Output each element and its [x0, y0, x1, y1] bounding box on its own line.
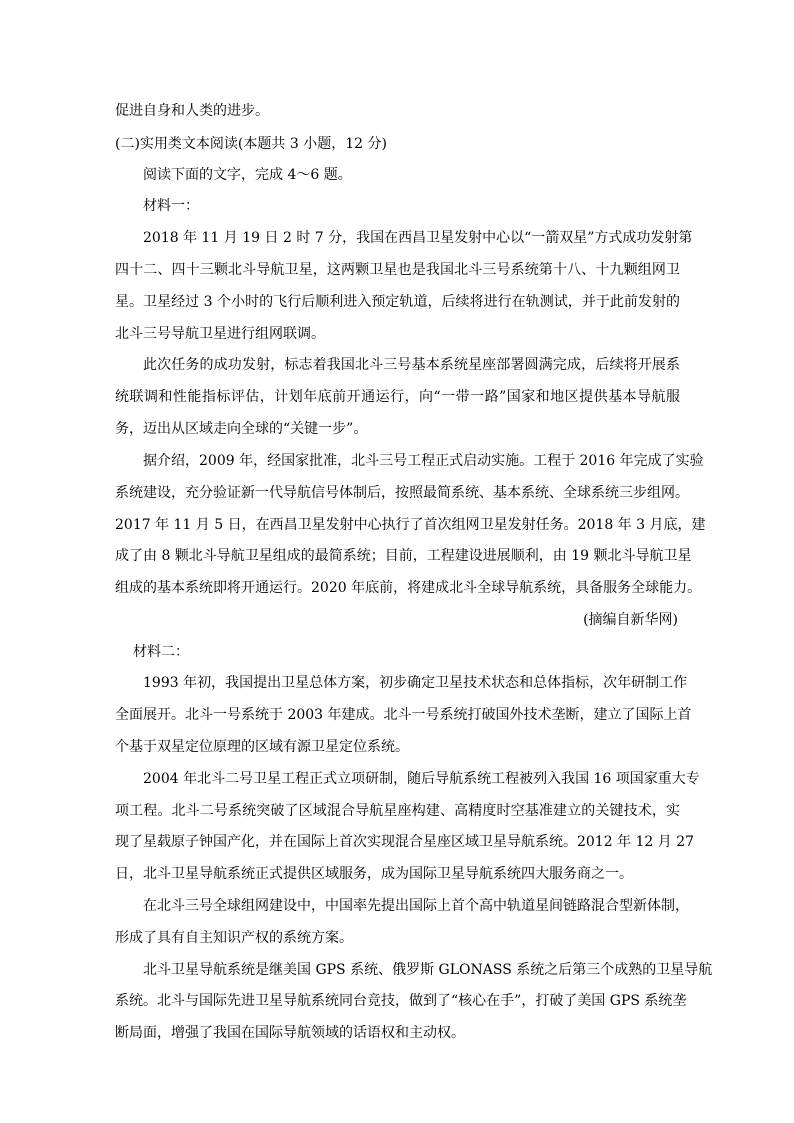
- material2-label: 材料二：: [133, 644, 189, 660]
- m1-p3-l5: 组成的基本系统即将开通运行。2020 年底前，将建成北斗全球导航系统，具备服务全球能力。: [115, 580, 702, 596]
- m2-p4-l1: 北斗卫星导航系统是继美国 GPS 系统、俄罗斯 GLONASS 系统之后第三个成熟的卫星导航: [143, 962, 713, 978]
- m2-p1-l1: 1993 年初，我国提出卫星总体方案，初步确定卫星技术状态和总体指标，次年研制工作: [143, 675, 688, 691]
- m2-p1-l2: 全面展开。北斗一号系统于 2003 年建成。北斗一号系统打破国外技术垄断，建立了国际上首: [115, 707, 692, 723]
- m2-p4-l2: 系统。北斗与国际先进卫星导航系统同台竞技，做到了“核心在手”，打破了美国 GPS 系统垄: [115, 993, 687, 1009]
- m2-p2-l1: 2004 年北斗二号卫星工程正式立项研制，随后导航系统工程被列入我国 16 项国家重大专: [143, 771, 700, 787]
- material1-source: (摘编自新华网): [583, 612, 678, 628]
- m2-p4-l3: 断局面，增强了我国在国际导航领域的话语权和主动权。: [115, 1025, 465, 1041]
- m1-p1-l4: 北斗三号导航卫星进行组网联调。: [115, 326, 325, 342]
- m1-p1-l3: 星。卫星经过 3 个小时的飞行后顺利进入预定轨道，后续将进行在轨测试，并于此前发射的: [115, 294, 680, 310]
- section-heading: (二)实用类文本阅读(本题共 3 小题，12 分): [115, 136, 387, 152]
- m2-p2-l2: 项工程。北斗二号系统突破了区域混合导航星座构建、高精度时空基准建立的关键技术，实: [115, 803, 680, 819]
- m1-p3-l2: 系统建设，充分验证新一代导航信号体制后，按照最简系统、基本系统、全球系统三步组网。: [115, 485, 689, 501]
- m1-p2-l3: 务，迈出从区域走向全球的“关键一步”。: [115, 421, 368, 437]
- m2-p3-l1: 在北斗三号全球组网建设中，中国率先提出国际上首个高中轨道星间链路混合型新体制，: [143, 898, 689, 914]
- m1-p1-l1: 2018 年 11 月 19 日 2 时 7 分，我国在西昌卫星发射中心以“一箭双星”方式成功发射第: [143, 230, 693, 246]
- m1-p2-l1: 此次任务的成功发射，标志着我国北斗三号基本系统星座部署圆满完成，后续将开展系: [143, 357, 680, 373]
- m2-p1-l3: 个基于双星定位原理的区域有源卫星定位系统。: [115, 739, 409, 755]
- material1-label: 材料一：: [143, 198, 199, 214]
- m1-p1-l2: 四十二、四十三颗北斗导航卫星，这两颗卫星也是我国北斗三号系统第十八、十九颗组网卫: [115, 262, 680, 278]
- m2-p3-l2: 形成了具有自主知识产权的系统方案。: [115, 930, 353, 946]
- m1-p3-l3: 2017 年 11 月 5 日，在西昌卫星发射中心执行了首次组网卫星发射任务。2018 年 3 月底，建: [115, 517, 706, 533]
- m2-p2-l4: 日，北斗卫星导航系统正式提供区域服务，成为国际卫星导航系统四大服务商之一。: [115, 866, 633, 882]
- m2-p2-l3: 现了星载原子钟国产化，并在国际上首次实现混合星座区域卫星导航系统。2012 年 12 月 27: [115, 834, 695, 850]
- m1-p3-l4: 成了由 8 颗北斗导航卫星组成的最简系统；目前，工程建设进展顺利，由 19 颗北斗导航卫星: [115, 548, 692, 564]
- intro-tail: 促进自身和人类的进步。: [115, 103, 269, 119]
- m1-p3-l1: 据介绍，2009 年，经国家批准，北斗三号工程正式启动实施。工程于 2016 年完成了实验: [143, 453, 704, 469]
- m1-p2-l2: 统联调和性能指标评估，计划年底前开通运行，向“一带一路”国家和地区提供基本导航服: [115, 389, 680, 405]
- instruction: 阅读下面的文字，完成 4～6 题。: [143, 167, 352, 183]
